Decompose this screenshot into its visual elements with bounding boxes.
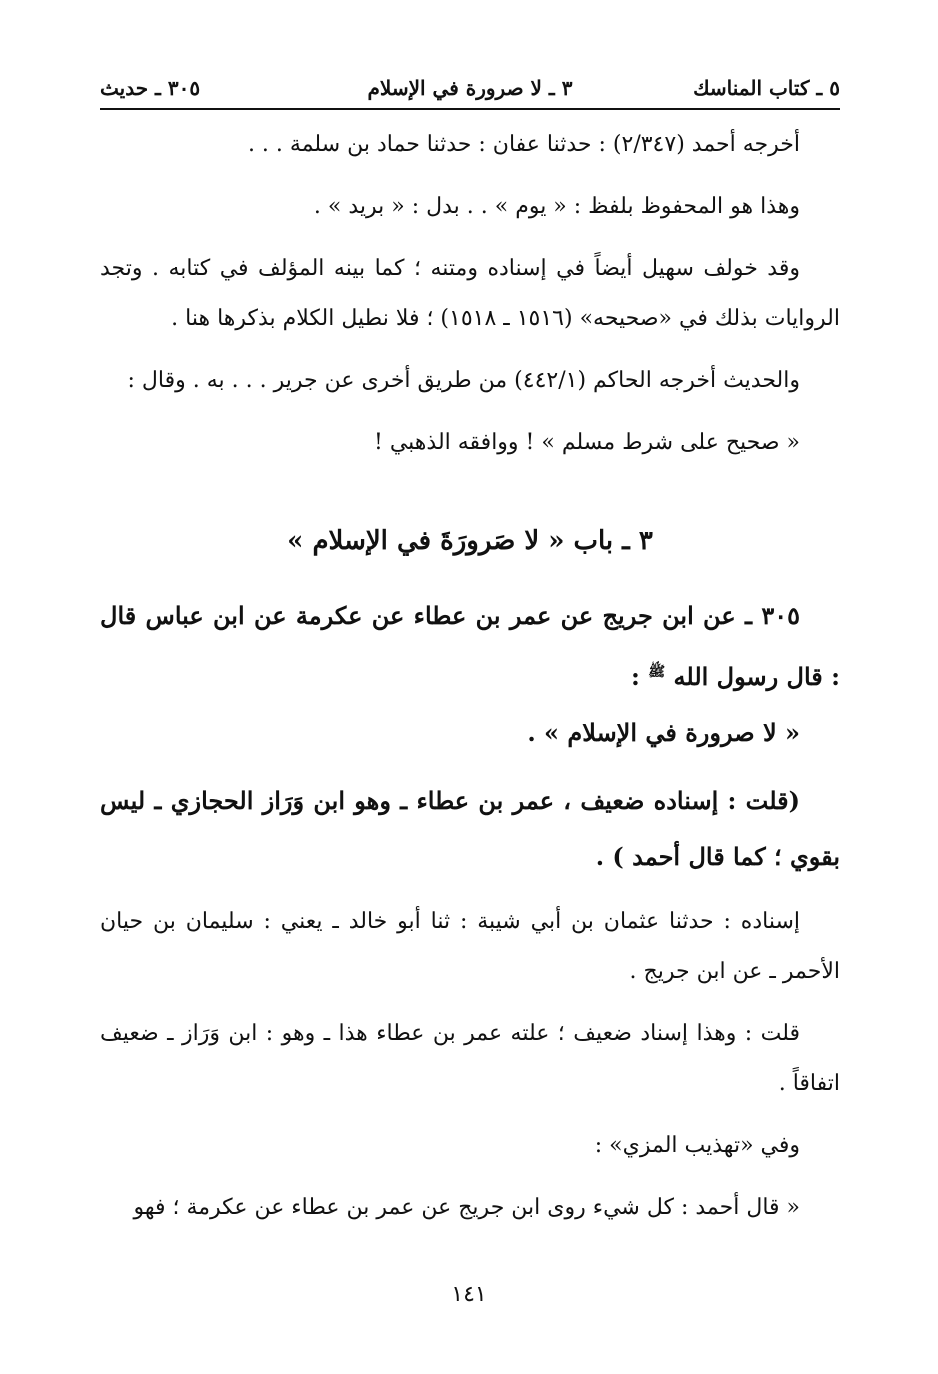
- paragraph-tahdhib-intro: وفي «تهذيب المزي» :: [594, 1133, 800, 1158]
- paragraph-tahdhib-quote: « قال أحمد : كل شيء روى ابن جريج عن عمر بن عطاء عن عكرمة ؛ فهو: [133, 1195, 800, 1220]
- header-chapter-title: ٣ ـ لا صرورة في الإسلام: [367, 76, 573, 100]
- honorific-glyph: ﷺ: [648, 664, 666, 680]
- paragraph-comment: قلت : وهذا إسناد ضعيف ؛ علته عمر بن عطاء هذا ـ وهو : ابن وَرَاز ـ ضعيف اتفاقاً .: [100, 1021, 840, 1096]
- hadith-text: [100, 588, 840, 705]
- chapter-title: ٣ ـ باب « لا صَرورَةَ في الإسلام »: [287, 526, 653, 556]
- paragraph-isnad: إسناده : حدثنا عثمان بن أبي شيبة : ثنا أبو خالد ـ يعني : سليمان بن حيان الأحمر ـ عن ابن جريج .: [100, 909, 840, 984]
- running-header: [100, 70, 840, 104]
- header-hadith-number: ٣٠٥ ـ حديث: [100, 76, 201, 100]
- hadith-colon: :: [631, 662, 649, 691]
- paragraph-hakim-verdict: « صحيح على شرط مسلم » ! ووافقه الذهبي !: [373, 430, 800, 455]
- page-number: ١٤١: [451, 1282, 487, 1307]
- header-divider: [100, 108, 840, 110]
- hadith-grading: (قلت : إسناده ضعيف ، عمر بن عطاء ـ وهو ابن وَرَاز الحجازي ـ ليس بقوي ؛ كما قال أحمد ) .: [100, 786, 840, 871]
- page-body: [100, 120, 840, 1233]
- paragraph-preserved-wording: وهذا هو المحفوظ بلفظ : « يوم » . . بدل : « بريد » .: [313, 194, 800, 219]
- paragraph-suhail-variation: وقد خولف سهيل أيضاً في إسناده ومتنه ؛ كما بينه المؤلف في كتابه . وتجد الروايات بذلك في «صحيحه» (١٥١٦ ـ ١٥١٨) ؛ فلا نطيل الكلام بذكرها هنا .: [100, 256, 840, 331]
- paragraph-hakim-source: والحديث أخرجه الحاكم (٤٤٢/١) من طريق أخرى عن جرير . . . به . وقال :: [127, 368, 800, 393]
- hadith-quote: « لا صرورة في الإسلام » .: [527, 718, 800, 747]
- paragraph-ahmad-source: أخرجه أحمد (٢/٣٤٧) : حدثنا عفان : حدثنا حماد بن سلمة . . .: [247, 132, 800, 157]
- header-book-title: ٥ ـ كتاب المناسك: [693, 76, 840, 100]
- hadith-chain: ٣٠٥ ـ عن ابن جريج عن عمر بن عطاء عن عكرمة عن ابن عباس قال : قال رسول الله: [100, 601, 840, 691]
